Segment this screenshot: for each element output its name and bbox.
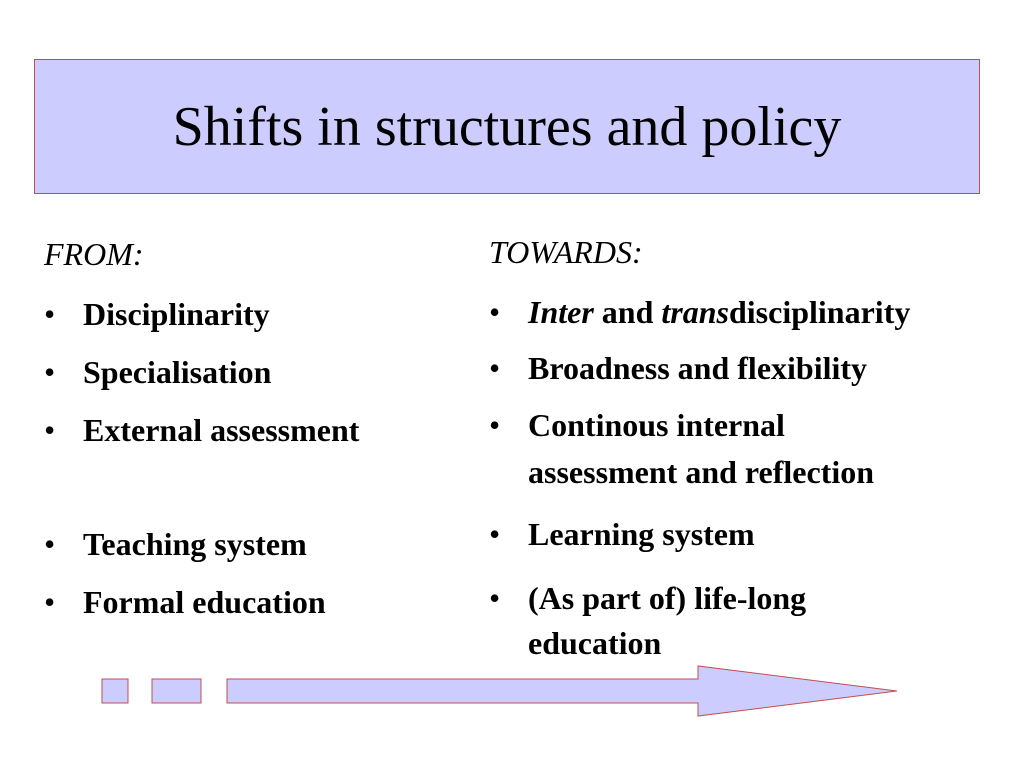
and-text: and [593,294,662,330]
towards-heading: TOWARDS: [489,234,643,270]
from-item-label: Teaching system [83,526,307,562]
slide-title: Shifts in structures and policy [172,95,842,158]
towards-item-label: Learning system [528,516,755,552]
disciplinarity-text: disciplinarity [728,294,911,330]
inter-text: Inter [528,294,594,330]
bullet-icon: • [44,296,56,332]
long-arrow-shape [227,666,897,716]
towards-item-line2: assessment and reflection [528,454,875,490]
from-item-label: Formal education [83,584,326,620]
medium-rect-shape [152,679,201,703]
bullet-icon: • [44,354,56,390]
bullet-icon: • [489,350,501,386]
bullet-icon: • [44,584,56,620]
towards-item-line2: education [528,625,662,661]
towards-item-line1: Continous internal [528,407,785,443]
towards-item-label: Broadness and flexibility [528,350,868,386]
bullet-icon: • [489,294,501,330]
from-heading: FROM: [44,236,144,272]
trans-text: trans [661,294,729,330]
bullet-icon: • [44,412,56,448]
small-square-shape [102,679,128,703]
bullet-icon: • [489,580,501,616]
from-item-label: Disciplinarity [83,296,270,332]
from-item-label: External assessment [83,412,360,448]
from-item-label: Specialisation [83,354,272,390]
towards-item-line1: (As part of) life-long [528,580,807,616]
bullet-icon: • [44,526,56,562]
bullet-icon: • [489,516,501,552]
bullet-icon: • [489,407,501,443]
